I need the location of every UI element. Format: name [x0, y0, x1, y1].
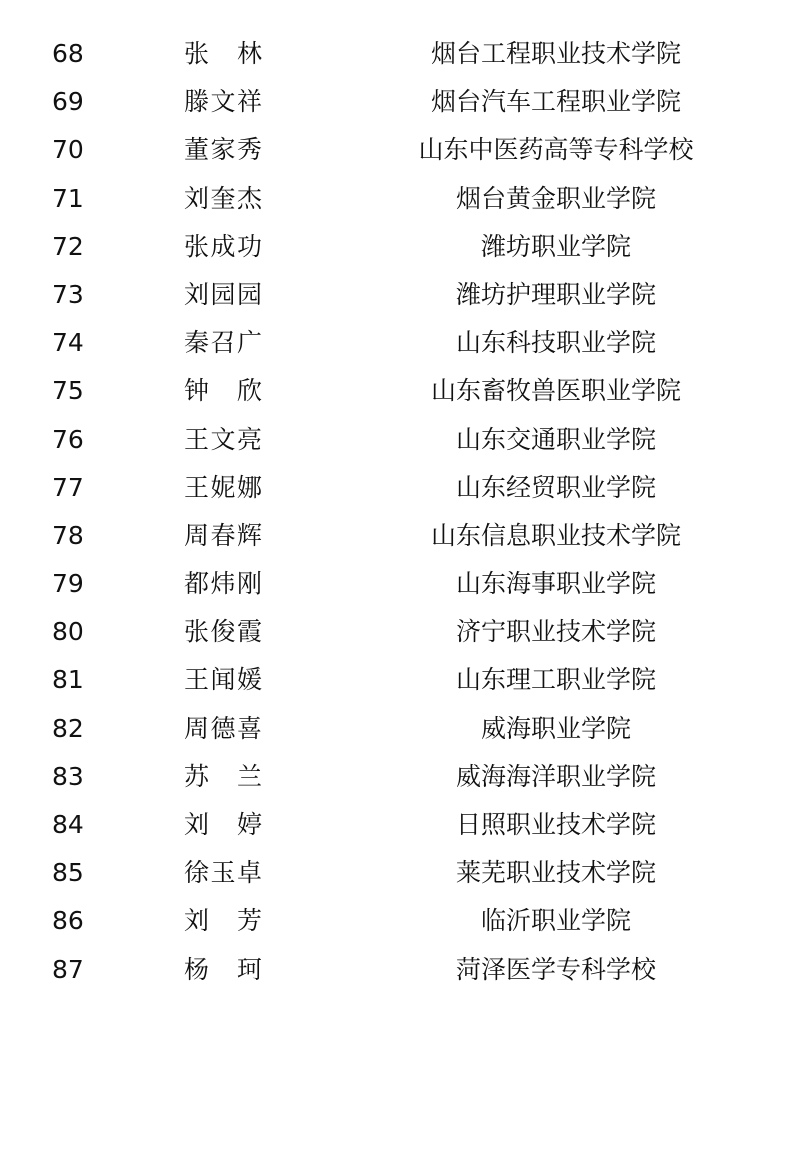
school-name: 潍坊护理职业学院: [455, 279, 656, 309]
list-row: [0, 705, 805, 753]
school-name: 莱芜职业技术学院: [455, 858, 656, 888]
person-name: 王文亮: [184, 424, 262, 454]
row-number: 74: [52, 328, 84, 358]
list-row: [0, 175, 805, 223]
row-number: 68: [52, 39, 84, 68]
row-number: 76: [52, 424, 84, 454]
school-name: 临沂职业学院: [480, 906, 631, 936]
row-number: 82: [52, 713, 84, 743]
list-row: [0, 560, 805, 608]
list-row: [0, 849, 805, 897]
school-name: 山东信息职业技术学院: [430, 520, 681, 550]
person-name: 张成功: [184, 231, 262, 261]
row-number: 85: [52, 858, 84, 888]
school-name: 济宁职业技术学院: [455, 617, 656, 647]
list-row: [0, 946, 805, 994]
row-number: 79: [52, 569, 84, 599]
list-row: [0, 656, 805, 704]
row-number: 86: [52, 906, 84, 936]
person-name: 刘奎杰: [184, 183, 262, 213]
person-name: 刘园园: [184, 279, 262, 309]
row-number: 77: [52, 472, 84, 502]
school-name: 烟台汽车工程职业学院: [430, 87, 681, 117]
list-row: [0, 464, 805, 512]
list-row: [0, 126, 805, 174]
list-row: [0, 78, 805, 126]
person-name: 刘 芳: [184, 906, 262, 936]
person-name: 徐玉卓: [184, 858, 262, 888]
school-name: 山东畜牧兽医职业学院: [430, 376, 681, 406]
school-name: 山东海事职业学院: [455, 569, 656, 599]
person-name: 张 林: [184, 39, 262, 68]
person-name: 都炜刚: [184, 569, 262, 599]
row-number: 83: [52, 761, 84, 791]
person-name: 滕文祥: [184, 87, 262, 117]
list-row: [0, 319, 805, 367]
row-number: 73: [52, 279, 84, 309]
list-row: [0, 416, 805, 464]
list-row: [0, 367, 805, 415]
name-list: [0, 30, 805, 994]
school-name: 山东科技职业学院: [455, 328, 656, 358]
school-name: 日照职业技术学院: [455, 810, 656, 839]
person-name: 周春辉: [184, 520, 262, 550]
person-name: 苏 兰: [184, 761, 262, 791]
row-number: 71: [52, 183, 84, 213]
person-name: 王闻媛: [184, 665, 262, 695]
row-number: 69: [52, 87, 84, 117]
person-name: 钟 欣: [184, 376, 262, 406]
person-name: 刘 婷: [184, 810, 262, 839]
person-name: 王妮娜: [184, 472, 262, 502]
school-name: 菏泽医学专科学校: [455, 954, 656, 984]
school-name: 山东中医药高等专科学校: [418, 135, 694, 165]
row-number: 70: [52, 135, 84, 165]
row-number: 84: [52, 810, 84, 839]
list-row: [0, 271, 805, 319]
list-row: [0, 753, 805, 801]
row-number: 87: [52, 954, 84, 984]
school-name: 烟台工程职业技术学院: [430, 39, 681, 68]
person-name: 董家秀: [184, 135, 262, 165]
row-number: 80: [52, 617, 84, 647]
row-number: 72: [52, 231, 84, 261]
school-name: 山东经贸职业学院: [455, 472, 656, 502]
school-name: 威海职业学院: [480, 713, 631, 743]
row-number: 75: [52, 376, 84, 406]
person-name: 张俊霞: [184, 617, 262, 647]
row-number: 81: [52, 665, 84, 695]
person-name: 杨 珂: [184, 954, 262, 984]
list-row: [0, 223, 805, 271]
row-number: 78: [52, 520, 84, 550]
list-row: [0, 801, 805, 849]
person-name: 秦召广: [184, 328, 262, 358]
list-row: [0, 30, 805, 78]
school-name: 威海海洋职业学院: [455, 761, 656, 791]
list-row: [0, 897, 805, 945]
list-row: [0, 512, 805, 560]
school-name: 山东理工职业学院: [455, 665, 656, 695]
person-name: 周德喜: [184, 713, 262, 743]
school-name: 潍坊职业学院: [480, 231, 631, 261]
school-name: 烟台黄金职业学院: [455, 183, 656, 213]
list-row: [0, 608, 805, 656]
school-name: 山东交通职业学院: [455, 424, 656, 454]
